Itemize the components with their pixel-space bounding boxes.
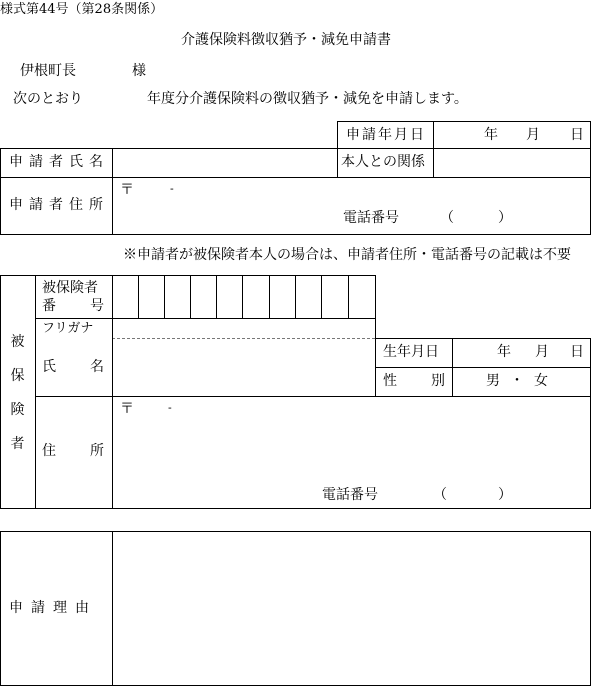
applicant-name-label: 申請者氏名 — [9, 154, 109, 170]
application-date-day: 日 — [570, 127, 584, 143]
insured-phone-open: （ — [433, 487, 447, 503]
reason-field[interactable] — [113, 532, 590, 685]
insured-side-char: 被 — [10, 333, 25, 350]
insured-postal-mark: 〒 — [120, 401, 134, 417]
relation-label: 本人との関係 — [341, 154, 425, 170]
furigana-field[interactable] — [113, 319, 375, 338]
application-date-month: 月 — [526, 127, 540, 143]
addressee-name: 伊根町長 — [20, 63, 76, 79]
applicant-name-field[interactable] — [113, 149, 337, 177]
application-date-field[interactable] — [433, 121, 590, 148]
insured-number-label-line2: 番号 — [42, 298, 104, 314]
insured-number-field[interactable] — [113, 276, 375, 318]
furigana-label: フリガナ — [42, 321, 94, 336]
insured-side-char: 者 — [10, 435, 25, 452]
birth-date-month: 月 — [535, 344, 549, 360]
applicant-postal-mark: 〒 — [120, 182, 134, 198]
addressee-honorific: 様 — [132, 63, 146, 79]
birth-date-day: 日 — [570, 344, 584, 360]
relation-field[interactable] — [434, 149, 590, 177]
birth-date-label: 生年月日 — [383, 344, 439, 360]
form-title: 介護保険料徴収猶予・減免申請書 — [181, 32, 391, 48]
form-number: 様式第44号（第28条関係） — [0, 2, 164, 17]
insured-name-field[interactable] — [113, 339, 375, 396]
sex-label: 性別 — [383, 373, 445, 389]
note-text: ※申請者が被保険者本人の場合は、申請者住所・電話番号の記載は不要 — [123, 247, 571, 263]
applicant-address-label: 申請者住所 — [9, 197, 109, 213]
insured-postal-dash: - — [168, 401, 172, 414]
insured-address-label: 住所 — [42, 443, 104, 459]
insured-side-char: 保 — [10, 367, 25, 384]
intro-lead: 次のとおり — [13, 91, 83, 107]
reason-label: 申請理由 — [9, 600, 97, 616]
application-date-year: 年 — [484, 127, 498, 143]
sex-value[interactable]: 男・女 — [486, 373, 558, 389]
birth-date-year: 年 — [497, 344, 511, 360]
birth-date-field[interactable] — [453, 339, 590, 367]
insured-name-label: 氏名 — [42, 359, 104, 375]
insured-side-char: 険 — [10, 401, 25, 418]
applicant-postal-dash: - — [170, 182, 174, 195]
applicant-phone-close: ） — [498, 210, 512, 226]
insured-phone-label: 電話番号 — [322, 487, 378, 503]
applicant-phone-label: 電話番号 — [343, 210, 399, 226]
application-date-label: 申請年月日 — [346, 127, 426, 143]
intro-body: 年度分介護保険料の徴収猶予・減免を申請します。 — [147, 91, 468, 107]
insured-side-label — [0, 275, 35, 508]
insured-number-label-line1: 被保険者 — [42, 280, 98, 296]
applicant-phone-open: （ — [440, 210, 454, 226]
insured-phone-close: ） — [498, 487, 512, 503]
